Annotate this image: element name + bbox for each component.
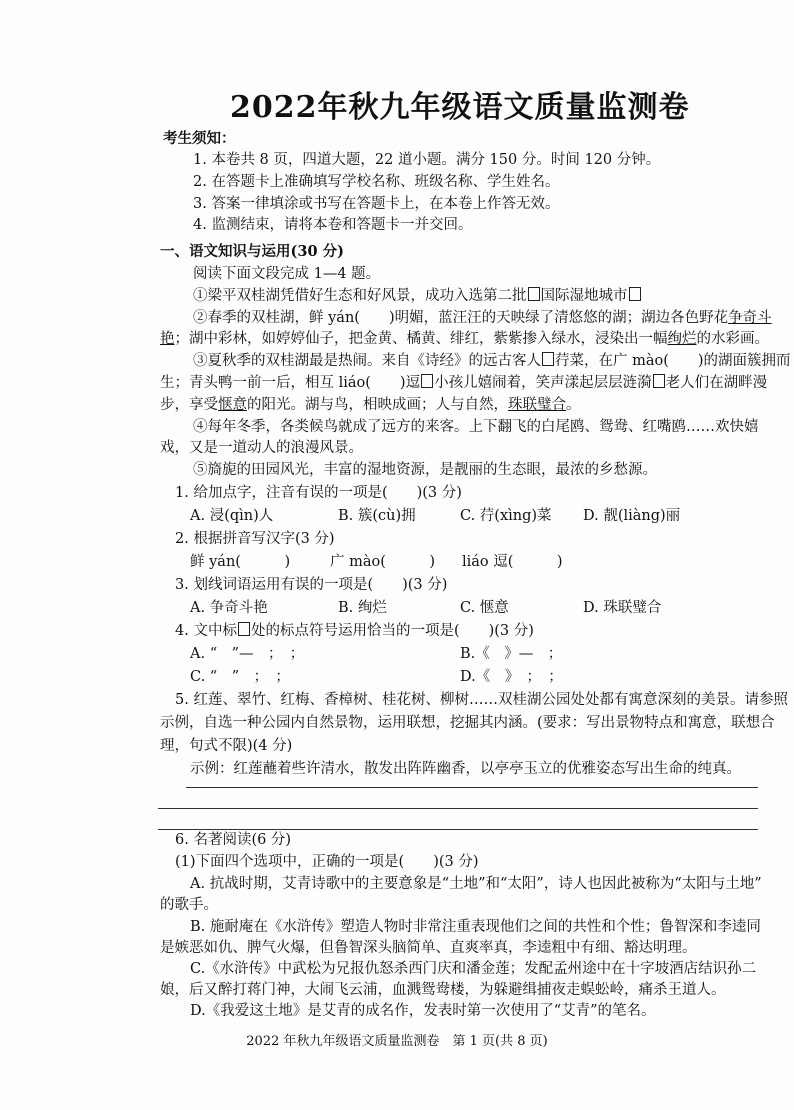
exam-title: 2022年秋九年级语文质量监测卷 <box>230 90 690 125</box>
paragraph-text: 的阳光。湖与鸟，相映成画；人与自然， <box>247 397 508 413</box>
paragraph-text: 生；青头鸭一前一后，相互 liáo( )逗 <box>160 375 421 391</box>
punctuation-box <box>629 287 641 301</box>
pinyin-item: 鲜 yán( ) <box>190 554 291 570</box>
punctuation-box <box>421 374 433 388</box>
option-a-line-1: A. 抗战时期，艾青诗歌中的主要意象是“土地”和“太阳”，诗人也因此被称为“太阳与土地” <box>190 876 762 892</box>
option-c: C. “ ” ； ； <box>190 669 290 685</box>
notice-item: 1. 本卷共 8 页，四道大题，22 道小题。满分 150 分。时间 120 分钟。 <box>193 152 661 168</box>
underlined-phrase: 争奇斗 <box>728 310 772 326</box>
paragraph-2-line-2 <box>160 329 769 349</box>
paragraph-text: ②春季的双桂湖，鲜 yán( )明媚，蓝汪汪的天映绿了清悠悠的湖；湖边各色野花 <box>193 310 729 326</box>
paragraph-2-line-1 <box>193 308 772 328</box>
option-c-line-1: C.《水浒传》中武松为兄报仇怒杀西门庆和潘金莲；发配孟州途中在十字坡酒店结识孙二 <box>190 961 757 977</box>
option-b-line-2: 是嫉恶如仇、脾气火爆，但鲁智深头脑简单、直爽率真，李逵粗中有细、豁达明理。 <box>160 940 697 956</box>
option-d: D.《 》 ； ； <box>460 669 563 685</box>
question-1-stem: 1. 给加点字，注音有误的一项是( )(3 分) <box>175 485 462 501</box>
pinyin-item: 广 mào( ) <box>330 554 436 570</box>
option-b-line-1: B. 施耐庵在《水浒传》塑造人物时非常注重表现他们之间的共性和个性；鲁智深和李逵同 <box>190 919 761 935</box>
answer-line <box>186 787 758 788</box>
option-a: A. “ ”— ； ； <box>190 646 305 662</box>
punctuation-box <box>528 287 540 301</box>
paragraph-text: 。 <box>566 397 581 413</box>
notice-item: 4. 监测结束，请将本卷和答题卡一并交回。 <box>193 217 473 233</box>
reading-intro: 阅读下面文段完成 1—4 题。 <box>193 266 381 282</box>
page-footer: 2022 年秋九年级语文质量监测卷 第 1 页(共 8 页) <box>246 1034 548 1049</box>
paragraph-text: ③夏秋季的双桂湖最是热闹。来自《诗经》的远古客人 <box>193 353 541 369</box>
answer-line <box>158 808 758 809</box>
question-4-stem <box>175 621 534 641</box>
punctuation-box <box>238 622 250 636</box>
notice-heading: 考生须知： <box>163 130 236 147</box>
paragraph-4-line-1: ④每年冬季，各类候鸟就成了远方的来客。上下翻飞的白尾鸥、鸳鸯、红嘴鸥……欢快嬉 <box>193 419 759 435</box>
question-2-stem: 2. 根据拼音写汉字(3 分) <box>175 531 335 547</box>
paragraph-5: ⑤旖旎的田园风光，丰富的湿地资源，是靓丽的生态眼，最浓的乡愁源。 <box>193 462 657 478</box>
paragraph-text: ；湖中彩林，如婷婷仙子，把金黄、橘黄、绯红，紫紫掺入绿水，浸染出一幅 <box>174 331 668 347</box>
question-text: 处的标点符号运用恰当的一项是( )(3 分) <box>250 623 534 639</box>
question-5-line-3: 理，句式不限)(4 分) <box>160 738 293 754</box>
paragraph-text: 的水彩画。 <box>696 331 769 347</box>
pinyin-item: liáo 逗( ) <box>462 554 563 570</box>
underlined-phrase: 惬意 <box>218 397 247 413</box>
paragraph-3-line-1 <box>193 351 791 371</box>
option-c: C. 荇(xìng)菜 <box>460 508 552 524</box>
paragraph-3-line-2 <box>160 373 767 393</box>
option-d-line-1: D.《我爱这土地》是艾青的成名作，发表时第一次使用了“艾青”的笔名。 <box>190 1003 656 1019</box>
paragraph-text: 小孩儿嬉闹着，笑声漾起层层涟漪 <box>434 375 652 391</box>
question-5-example: 示例：红莲蘸着些许清水，散发出阵阵幽香，以亭亭玉立的优雅姿态写出生命的纯真。 <box>190 761 741 777</box>
paragraph-text: 步，享受 <box>160 397 218 413</box>
paragraph-1 <box>193 286 642 306</box>
question-5-line-1: 5. 红莲、翠竹、红梅、香樟树、桂花树、柳树……双桂湖公园处处都有寓意深刻的美景。请参照 <box>175 692 788 708</box>
underlined-phrase: 绚烂 <box>667 331 697 347</box>
option-a: A. 浸(qìn)人 <box>190 508 274 524</box>
paragraph-text: 荇菜，在广 mào( )的湖面簇拥而 <box>555 353 791 369</box>
paragraph-3-line-3 <box>160 395 581 415</box>
option-b: B. 绚烂 <box>338 600 387 616</box>
option-c-line-2: 娘，后又醉打蒋门神，大闹飞云浦，血溅鸳鸯楼，为躲避缉捕夜走蜈蚣岭，痛杀王道人。 <box>160 982 726 998</box>
question-6-heading: 6. 名著阅读(6 分) <box>175 832 292 848</box>
question-3-stem: 3. 划线词语运用有误的一项是( )(3 分) <box>175 577 448 593</box>
option-b: B.《 》— ； <box>460 646 563 662</box>
paragraph-text: 老人们在湖畔漫 <box>665 375 768 391</box>
punctuation-box <box>542 352 554 366</box>
notice-item: 3. 答案一律填涂或书写在答题卡上，在本卷上作答无效。 <box>193 196 560 212</box>
question-text: 4. 文中标 <box>175 623 237 639</box>
option-a-line-2: 的歌手。 <box>160 897 218 913</box>
underlined-phrase: 艳 <box>160 331 175 347</box>
question-5-line-2: 示例，自选一种公园内自然景物，运用联想，挖掘其内涵。(要求：写出景物特点和寓意，联想合 <box>160 715 775 731</box>
paragraph-text: ①梁平双桂湖凭借好生态和好风景，成功入选第二批 <box>193 288 527 304</box>
punctuation-box <box>653 374 665 388</box>
option-b: B. 簇(cù)拥 <box>338 508 416 524</box>
option-c: C. 惬意 <box>460 600 509 616</box>
underlined-phrase: 珠联璧合 <box>508 397 566 413</box>
paragraph-text: 国际湿地城市 <box>540 288 628 304</box>
notice-item: 2. 在答题卡上准确填写学校名称、班级名称、学生姓名。 <box>193 174 560 190</box>
paragraph-4-line-2: 戏，又是一道动人的浪漫风景。 <box>160 440 363 456</box>
section-heading: 一、语文知识与运用(30 分) <box>160 243 344 260</box>
option-d: D. 珠联璧合 <box>583 600 662 616</box>
option-d: D. 靓(liàng)丽 <box>583 508 681 524</box>
question-6-sub: (1)下面四个选项中，正确的一项是( )(3 分) <box>175 854 479 870</box>
option-a: A. 争奇斗艳 <box>190 600 268 616</box>
